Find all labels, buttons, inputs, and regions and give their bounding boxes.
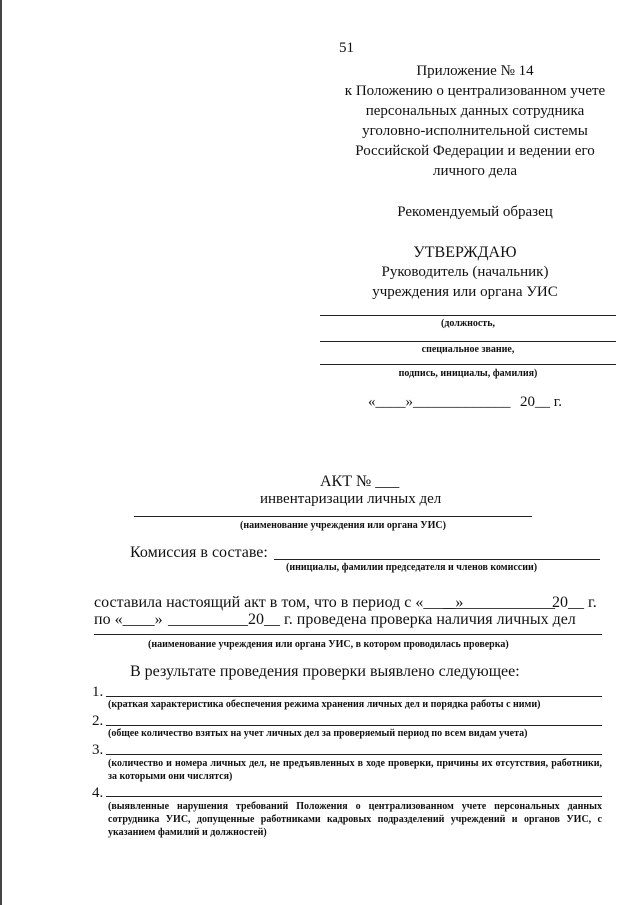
item-number: 1. xyxy=(92,684,104,700)
approve-line1: Руководитель (начальник) xyxy=(381,264,549,280)
item-number: 2. xyxy=(92,713,104,729)
page-edge xyxy=(0,0,2,905)
act-subtitle: инвентаризации личных дел xyxy=(260,491,442,507)
appendix-line: уголовно-исполнительной системы xyxy=(362,123,588,139)
recommended-sample: Рекомендуемый образец xyxy=(397,204,553,220)
approve-date-month: _____________ xyxy=(413,394,511,410)
approve-title: УТВЕРЖДАЮ xyxy=(413,244,517,261)
item-caption: (краткая характеристика обеспечения режима хранения личных дел и порядка работы с ними) xyxy=(108,699,541,710)
caption-commission: (инициалы, фамилии председателя и членов комиссии) xyxy=(286,562,538,573)
appendix-line: персональных данных сотрудника xyxy=(365,103,585,119)
rank-line xyxy=(320,341,616,342)
period-line xyxy=(94,634,602,635)
appendix-line: Российской Федерации и ведении его xyxy=(355,143,595,159)
appendix-line: личного дела xyxy=(432,163,518,179)
item-caption: (количество и номера личных дел, не предъявленных в ходе проверки, причины их отсутствия, работники, за которыми они числятся) xyxy=(108,758,602,782)
caption-signature: подпись, инициалы, фамилия) xyxy=(398,368,538,379)
period-line1-blank: ______________ xyxy=(443,594,555,611)
position-line xyxy=(320,315,616,316)
item-caption: (выявленные нарушения требований Положения о централизованном учете персональных данных сотрудника УИС, допущенные работниками кадровых подразделений учреждений и органов УИС, с указанием фамилий и должностей) xyxy=(108,801,602,838)
signature-line xyxy=(320,364,616,365)
item-number: 4. xyxy=(92,785,104,801)
results-intro: В результате проведения проверки выявлено следующее: xyxy=(130,663,520,680)
caption-institution: (наименование учреждения или органа УИС) xyxy=(240,520,446,531)
item-line xyxy=(106,796,602,797)
page-number: 51 xyxy=(339,40,354,56)
institution-line xyxy=(134,516,532,517)
appendix-title: Приложение № 14 xyxy=(416,63,534,79)
approve-date-year: 20__ г. xyxy=(520,394,562,410)
period-line2-start: по «____» xyxy=(94,611,163,628)
period-line1-text: составила настоящий акт в том, что в период с «____» xyxy=(94,594,464,611)
commission-line xyxy=(274,559,600,560)
appendix-line: к Положению о централизованном учете xyxy=(344,83,606,99)
period-line2-rest: 20__ г. проведена проверка наличия личных дел xyxy=(248,611,576,628)
item-line xyxy=(106,725,602,726)
act-title: АКТ № ___ xyxy=(320,473,400,490)
item-number: 3. xyxy=(92,742,104,758)
caption-position: (должность, xyxy=(440,318,496,329)
period-line2-blank: __________ xyxy=(168,611,248,628)
approve-line2: учреждения или органа УИС xyxy=(372,284,558,300)
item-caption: (общее количество взятых на учет личных дел за проверяемый период по всем видам учета) xyxy=(108,728,528,739)
period-line1-year: 20__ г. xyxy=(552,594,597,611)
approve-date-day: «____» xyxy=(368,394,413,410)
caption-rank: специальное звание, xyxy=(421,344,515,355)
item-line xyxy=(106,754,602,755)
caption-period: (наименование учреждения или органа УИС, в котором проводилась проверка) xyxy=(148,639,509,650)
commission-label: Комиссия в составе: xyxy=(130,544,268,561)
item-line xyxy=(106,696,602,697)
